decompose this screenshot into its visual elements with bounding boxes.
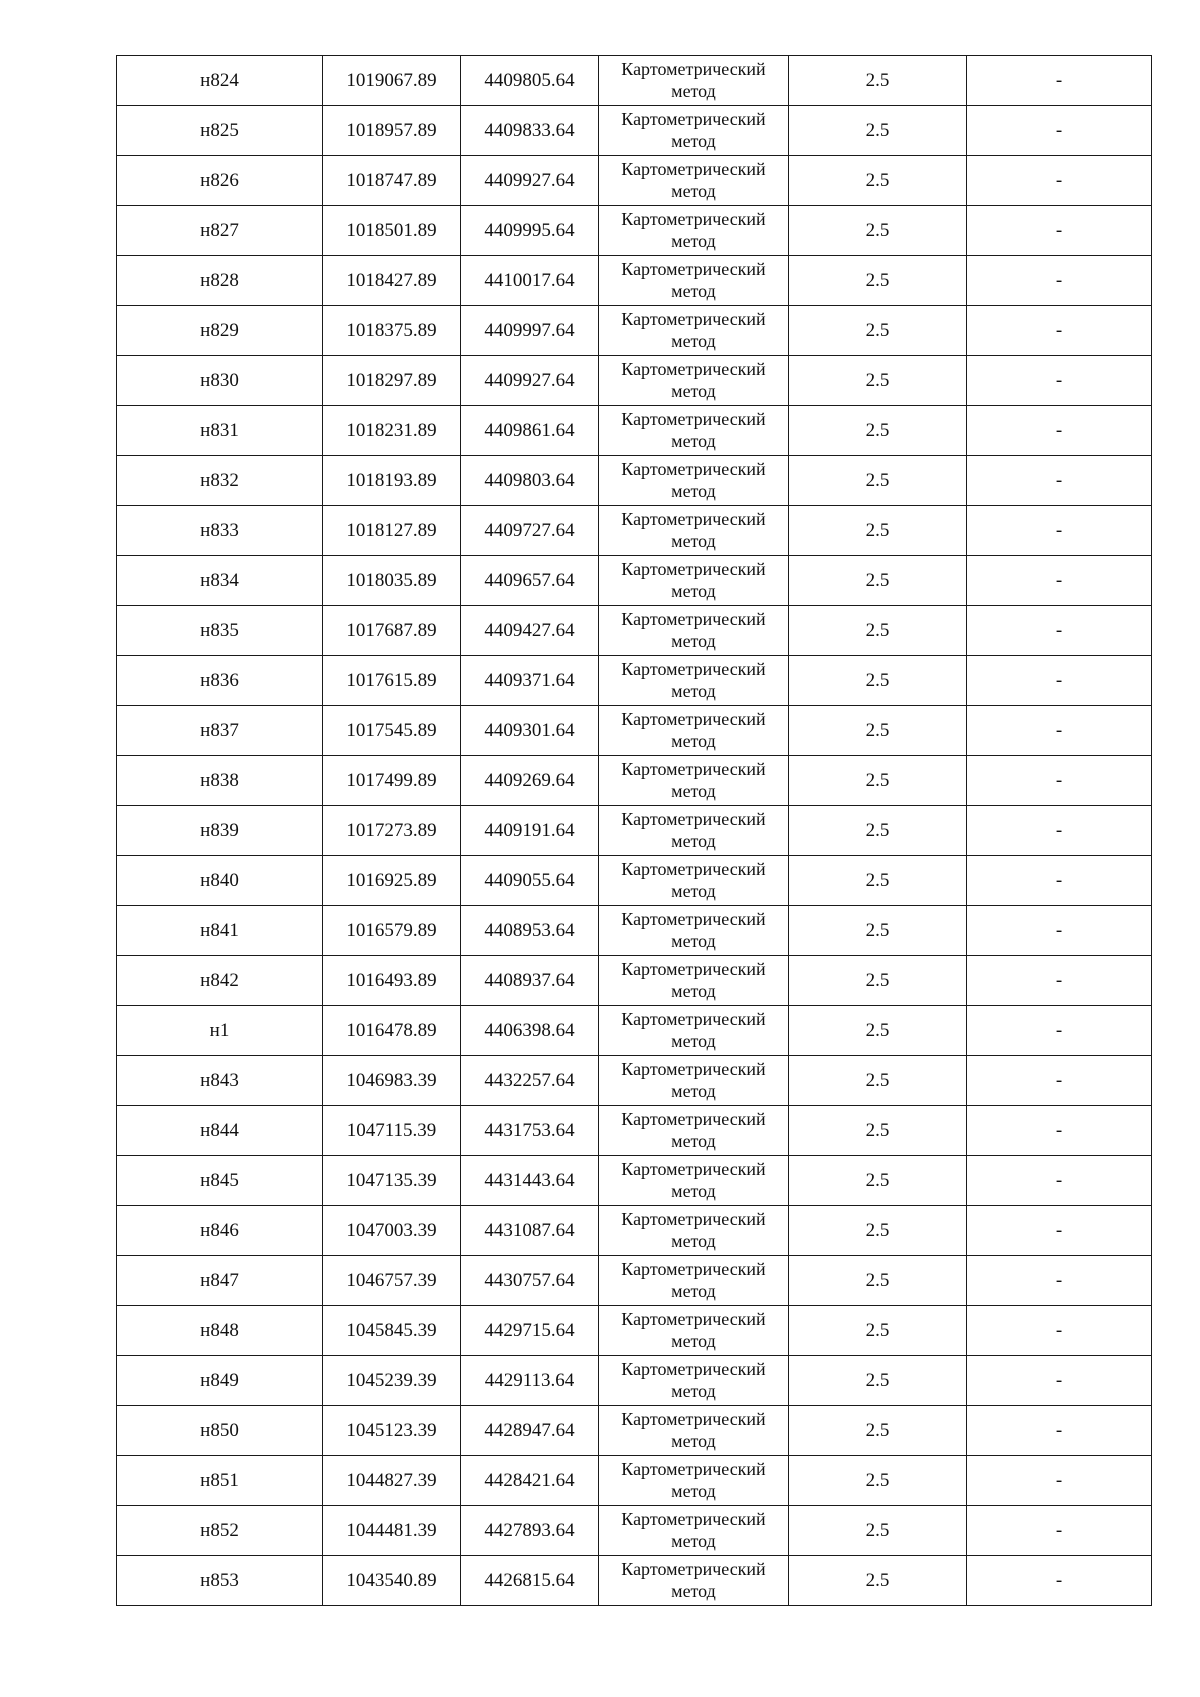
note-cell: - xyxy=(967,1356,1152,1406)
table-row xyxy=(117,1056,1152,1106)
x-coordinate-cell: 1018375.89 xyxy=(323,306,461,356)
accuracy-cell: 2.5 xyxy=(789,1456,967,1506)
method-cell: Картометрический метод xyxy=(599,656,789,706)
accuracy-cell: 2.5 xyxy=(789,1256,967,1306)
point-name-cell: н850 xyxy=(117,1406,323,1456)
note-cell: - xyxy=(967,656,1152,706)
method-cell: Картометрический метод xyxy=(599,56,789,106)
point-name-cell: н826 xyxy=(117,156,323,206)
point-name-cell: н839 xyxy=(117,806,323,856)
x-coordinate-cell: 1018231.89 xyxy=(323,406,461,456)
method-cell: Картометрический метод xyxy=(599,156,789,206)
y-coordinate-cell: 4409427.64 xyxy=(461,606,599,656)
table-row xyxy=(117,156,1152,206)
x-coordinate-cell: 1017545.89 xyxy=(323,706,461,756)
point-name-cell: н841 xyxy=(117,906,323,956)
accuracy-cell: 2.5 xyxy=(789,1206,967,1256)
point-name-cell: н853 xyxy=(117,1556,323,1606)
table-row xyxy=(117,1256,1152,1306)
method-cell: Картометрический метод xyxy=(599,1506,789,1556)
coordinates-table-body xyxy=(117,56,1152,1606)
point-name-cell: н840 xyxy=(117,856,323,906)
accuracy-cell: 2.5 xyxy=(789,306,967,356)
method-cell: Картометрический метод xyxy=(599,1556,789,1606)
note-cell: - xyxy=(967,1306,1152,1356)
accuracy-cell: 2.5 xyxy=(789,706,967,756)
accuracy-cell: 2.5 xyxy=(789,406,967,456)
accuracy-cell: 2.5 xyxy=(789,656,967,706)
note-cell: - xyxy=(967,356,1152,406)
point-name-cell: н835 xyxy=(117,606,323,656)
y-coordinate-cell: 4409803.64 xyxy=(461,456,599,506)
accuracy-cell: 2.5 xyxy=(789,1156,967,1206)
accuracy-cell: 2.5 xyxy=(789,1556,967,1606)
table-row xyxy=(117,1506,1152,1556)
y-coordinate-cell: 4406398.64 xyxy=(461,1006,599,1056)
x-coordinate-cell: 1018297.89 xyxy=(323,356,461,406)
table-row xyxy=(117,556,1152,606)
method-cell: Картометрический метод xyxy=(599,706,789,756)
point-name-cell: н833 xyxy=(117,506,323,556)
y-coordinate-cell: 4409191.64 xyxy=(461,806,599,856)
y-coordinate-cell: 4409727.64 xyxy=(461,506,599,556)
accuracy-cell: 2.5 xyxy=(789,1406,967,1456)
y-coordinate-cell: 4430757.64 xyxy=(461,1256,599,1306)
note-cell: - xyxy=(967,456,1152,506)
note-cell: - xyxy=(967,1206,1152,1256)
coordinates-table xyxy=(116,55,1152,1606)
accuracy-cell: 2.5 xyxy=(789,856,967,906)
note-cell: - xyxy=(967,56,1152,106)
note-cell: - xyxy=(967,756,1152,806)
point-name-cell: н832 xyxy=(117,456,323,506)
point-name-cell: н852 xyxy=(117,1506,323,1556)
table-row xyxy=(117,1456,1152,1506)
point-name-cell: н829 xyxy=(117,306,323,356)
x-coordinate-cell: 1045123.39 xyxy=(323,1406,461,1456)
x-coordinate-cell: 1018427.89 xyxy=(323,256,461,306)
note-cell: - xyxy=(967,1006,1152,1056)
method-cell: Картометрический метод xyxy=(599,206,789,256)
note-cell: - xyxy=(967,706,1152,756)
y-coordinate-cell: 4409995.64 xyxy=(461,206,599,256)
accuracy-cell: 2.5 xyxy=(789,456,967,506)
table-row xyxy=(117,856,1152,906)
point-name-cell: н830 xyxy=(117,356,323,406)
note-cell: - xyxy=(967,956,1152,1006)
x-coordinate-cell: 1044481.39 xyxy=(323,1506,461,1556)
point-name-cell: н846 xyxy=(117,1206,323,1256)
method-cell: Картометрический метод xyxy=(599,806,789,856)
y-coordinate-cell: 4409997.64 xyxy=(461,306,599,356)
table-row xyxy=(117,756,1152,806)
note-cell: - xyxy=(967,206,1152,256)
table-row xyxy=(117,1206,1152,1256)
accuracy-cell: 2.5 xyxy=(789,956,967,1006)
method-cell: Картометрический метод xyxy=(599,1056,789,1106)
x-coordinate-cell: 1018501.89 xyxy=(323,206,461,256)
point-name-cell: н836 xyxy=(117,656,323,706)
x-coordinate-cell: 1045845.39 xyxy=(323,1306,461,1356)
method-cell: Картометрический метод xyxy=(599,756,789,806)
table-row xyxy=(117,606,1152,656)
table-row xyxy=(117,356,1152,406)
accuracy-cell: 2.5 xyxy=(789,106,967,156)
accuracy-cell: 2.5 xyxy=(789,1106,967,1156)
x-coordinate-cell: 1046983.39 xyxy=(323,1056,461,1106)
y-coordinate-cell: 4408937.64 xyxy=(461,956,599,1006)
y-coordinate-cell: 4409269.64 xyxy=(461,756,599,806)
y-coordinate-cell: 4428947.64 xyxy=(461,1406,599,1456)
note-cell: - xyxy=(967,1256,1152,1306)
method-cell: Картометрический метод xyxy=(599,1256,789,1306)
table-row xyxy=(117,206,1152,256)
note-cell: - xyxy=(967,1056,1152,1106)
table-row xyxy=(117,256,1152,306)
x-coordinate-cell: 1047003.39 xyxy=(323,1206,461,1256)
y-coordinate-cell: 4410017.64 xyxy=(461,256,599,306)
x-coordinate-cell: 1017499.89 xyxy=(323,756,461,806)
y-coordinate-cell: 4431087.64 xyxy=(461,1206,599,1256)
method-cell: Картометрический метод xyxy=(599,856,789,906)
x-coordinate-cell: 1046757.39 xyxy=(323,1256,461,1306)
table-row xyxy=(117,306,1152,356)
accuracy-cell: 2.5 xyxy=(789,906,967,956)
x-coordinate-cell: 1047135.39 xyxy=(323,1156,461,1206)
accuracy-cell: 2.5 xyxy=(789,1306,967,1356)
table-row xyxy=(117,506,1152,556)
method-cell: Картометрический метод xyxy=(599,356,789,406)
accuracy-cell: 2.5 xyxy=(789,556,967,606)
y-coordinate-cell: 4409927.64 xyxy=(461,356,599,406)
y-coordinate-cell: 4409861.64 xyxy=(461,406,599,456)
note-cell: - xyxy=(967,1506,1152,1556)
table-row xyxy=(117,106,1152,156)
note-cell: - xyxy=(967,1556,1152,1606)
table-row xyxy=(117,1006,1152,1056)
point-name-cell: н825 xyxy=(117,106,323,156)
point-name-cell: н851 xyxy=(117,1456,323,1506)
point-name-cell: н1 xyxy=(117,1006,323,1056)
accuracy-cell: 2.5 xyxy=(789,1506,967,1556)
method-cell: Картометрический метод xyxy=(599,556,789,606)
method-cell: Картометрический метод xyxy=(599,456,789,506)
note-cell: - xyxy=(967,806,1152,856)
table-row xyxy=(117,1306,1152,1356)
table-row xyxy=(117,406,1152,456)
table-row xyxy=(117,906,1152,956)
method-cell: Картометрический метод xyxy=(599,1356,789,1406)
note-cell: - xyxy=(967,1156,1152,1206)
accuracy-cell: 2.5 xyxy=(789,356,967,406)
x-coordinate-cell: 1018035.89 xyxy=(323,556,461,606)
method-cell: Картометрический метод xyxy=(599,256,789,306)
point-name-cell: н844 xyxy=(117,1106,323,1156)
table-row xyxy=(117,956,1152,1006)
note-cell: - xyxy=(967,856,1152,906)
accuracy-cell: 2.5 xyxy=(789,56,967,106)
method-cell: Картометрический метод xyxy=(599,1206,789,1256)
x-coordinate-cell: 1016579.89 xyxy=(323,906,461,956)
x-coordinate-cell: 1044827.39 xyxy=(323,1456,461,1506)
point-name-cell: н828 xyxy=(117,256,323,306)
accuracy-cell: 2.5 xyxy=(789,756,967,806)
table-row xyxy=(117,706,1152,756)
note-cell: - xyxy=(967,1456,1152,1506)
table-row xyxy=(117,1406,1152,1456)
x-coordinate-cell: 1017615.89 xyxy=(323,656,461,706)
table-row xyxy=(117,656,1152,706)
note-cell: - xyxy=(967,1106,1152,1156)
y-coordinate-cell: 4409833.64 xyxy=(461,106,599,156)
x-coordinate-cell: 1016493.89 xyxy=(323,956,461,1006)
point-name-cell: н827 xyxy=(117,206,323,256)
y-coordinate-cell: 4426815.64 xyxy=(461,1556,599,1606)
method-cell: Картометрический метод xyxy=(599,1106,789,1156)
y-coordinate-cell: 4409805.64 xyxy=(461,56,599,106)
method-cell: Картометрический метод xyxy=(599,106,789,156)
accuracy-cell: 2.5 xyxy=(789,506,967,556)
x-coordinate-cell: 1043540.89 xyxy=(323,1556,461,1606)
y-coordinate-cell: 4428421.64 xyxy=(461,1456,599,1506)
accuracy-cell: 2.5 xyxy=(789,256,967,306)
accuracy-cell: 2.5 xyxy=(789,806,967,856)
table-row xyxy=(117,456,1152,506)
accuracy-cell: 2.5 xyxy=(789,1056,967,1106)
point-name-cell: н837 xyxy=(117,706,323,756)
point-name-cell: н834 xyxy=(117,556,323,606)
method-cell: Картометрический метод xyxy=(599,306,789,356)
method-cell: Картометрический метод xyxy=(599,1406,789,1456)
accuracy-cell: 2.5 xyxy=(789,206,967,256)
table-row xyxy=(117,56,1152,106)
method-cell: Картометрический метод xyxy=(599,406,789,456)
y-coordinate-cell: 4427893.64 xyxy=(461,1506,599,1556)
x-coordinate-cell: 1018127.89 xyxy=(323,506,461,556)
accuracy-cell: 2.5 xyxy=(789,1006,967,1056)
x-coordinate-cell: 1018747.89 xyxy=(323,156,461,206)
point-name-cell: н849 xyxy=(117,1356,323,1406)
method-cell: Картометрический метод xyxy=(599,956,789,1006)
x-coordinate-cell: 1016478.89 xyxy=(323,1006,461,1056)
x-coordinate-cell: 1019067.89 xyxy=(323,56,461,106)
table-row xyxy=(117,1156,1152,1206)
point-name-cell: н847 xyxy=(117,1256,323,1306)
x-coordinate-cell: 1047115.39 xyxy=(323,1106,461,1156)
point-name-cell: н843 xyxy=(117,1056,323,1106)
point-name-cell: н824 xyxy=(117,56,323,106)
note-cell: - xyxy=(967,256,1152,306)
point-name-cell: н848 xyxy=(117,1306,323,1356)
x-coordinate-cell: 1016925.89 xyxy=(323,856,461,906)
method-cell: Картометрический метод xyxy=(599,606,789,656)
y-coordinate-cell: 4409301.64 xyxy=(461,706,599,756)
table-row xyxy=(117,1556,1152,1606)
method-cell: Картометрический метод xyxy=(599,1156,789,1206)
y-coordinate-cell: 4409657.64 xyxy=(461,556,599,606)
accuracy-cell: 2.5 xyxy=(789,156,967,206)
point-name-cell: н831 xyxy=(117,406,323,456)
x-coordinate-cell: 1017273.89 xyxy=(323,806,461,856)
table-row xyxy=(117,1356,1152,1406)
method-cell: Картометрический метод xyxy=(599,506,789,556)
y-coordinate-cell: 4429113.64 xyxy=(461,1356,599,1406)
point-name-cell: н838 xyxy=(117,756,323,806)
method-cell: Картометрический метод xyxy=(599,1456,789,1506)
y-coordinate-cell: 4429715.64 xyxy=(461,1306,599,1356)
y-coordinate-cell: 4409927.64 xyxy=(461,156,599,206)
note-cell: - xyxy=(967,306,1152,356)
note-cell: - xyxy=(967,406,1152,456)
y-coordinate-cell: 4409055.64 xyxy=(461,856,599,906)
note-cell: - xyxy=(967,1406,1152,1456)
y-coordinate-cell: 4432257.64 xyxy=(461,1056,599,1106)
x-coordinate-cell: 1017687.89 xyxy=(323,606,461,656)
accuracy-cell: 2.5 xyxy=(789,606,967,656)
note-cell: - xyxy=(967,106,1152,156)
y-coordinate-cell: 4431753.64 xyxy=(461,1106,599,1156)
note-cell: - xyxy=(967,506,1152,556)
x-coordinate-cell: 1018193.89 xyxy=(323,456,461,506)
point-name-cell: н845 xyxy=(117,1156,323,1206)
note-cell: - xyxy=(967,906,1152,956)
method-cell: Картометрический метод xyxy=(599,1306,789,1356)
accuracy-cell: 2.5 xyxy=(789,1356,967,1406)
note-cell: - xyxy=(967,606,1152,656)
y-coordinate-cell: 4408953.64 xyxy=(461,906,599,956)
method-cell: Картометрический метод xyxy=(599,906,789,956)
y-coordinate-cell: 4431443.64 xyxy=(461,1156,599,1206)
note-cell: - xyxy=(967,556,1152,606)
x-coordinate-cell: 1045239.39 xyxy=(323,1356,461,1406)
note-cell: - xyxy=(967,156,1152,206)
table-row xyxy=(117,1106,1152,1156)
point-name-cell: н842 xyxy=(117,956,323,1006)
x-coordinate-cell: 1018957.89 xyxy=(323,106,461,156)
method-cell: Картометрический метод xyxy=(599,1006,789,1056)
table-row xyxy=(117,806,1152,856)
y-coordinate-cell: 4409371.64 xyxy=(461,656,599,706)
